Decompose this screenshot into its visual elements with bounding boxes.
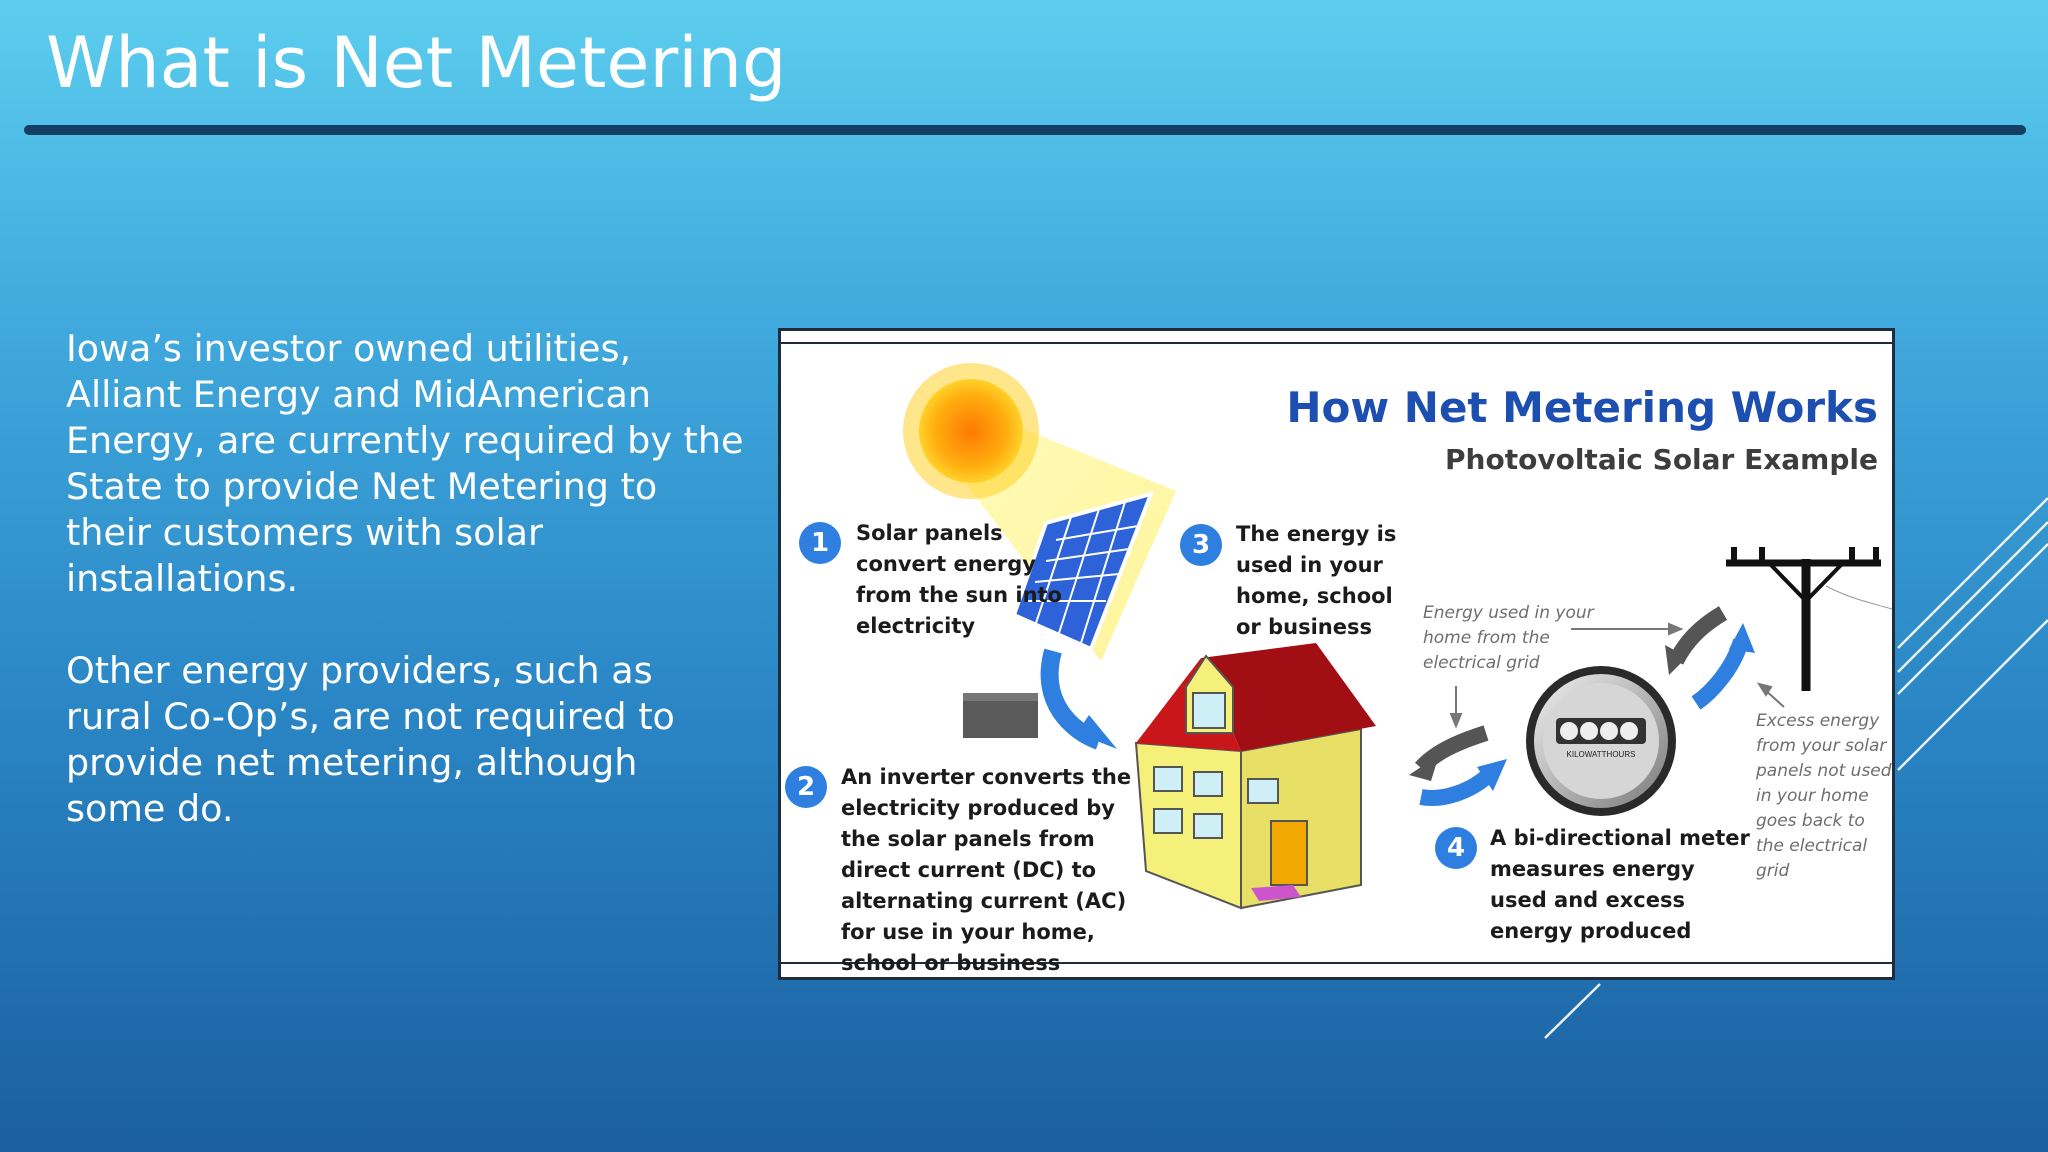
meter-icon (1526, 666, 1676, 816)
deco-line (1898, 498, 2048, 648)
deco-line (1898, 522, 2048, 672)
step-1-badge: 1 (799, 522, 841, 564)
inverter-icon (963, 693, 1038, 738)
step-3-badge: 3 (1180, 524, 1222, 566)
diagram-title: How Net Metering Works (1286, 383, 1878, 432)
step-2-text: An inverter converts the electricity produced by the solar panels from direct current (DC) to alternating current (AC) for use in your home, school or business (841, 765, 1132, 975)
step-3-text: The energy is used in your home, school or business (1236, 522, 1397, 639)
diagram-subtitle: Photovoltaic Solar Example (1445, 443, 1878, 476)
paragraph-coops: Other energy providers, such as rural Co-Op’s, are not required to provide net metering, although some do. (66, 649, 675, 830)
house-icon (1136, 643, 1376, 908)
note-grid-in: Energy used in your home from the electrical grid (1423, 603, 1594, 673)
step-1-text: Solar panels convert energy from the sun into electricity (856, 521, 1062, 638)
utility-pole-icon (1726, 547, 1892, 691)
deco-line (1898, 620, 2048, 770)
sun-icon (903, 363, 1039, 499)
deco-line (1898, 544, 2048, 694)
net-metering-diagram (778, 328, 1895, 980)
step-4-text: A bi-directional meter measures energy used and excess energy produced (1490, 826, 1750, 943)
step-4-badge: 4 (1435, 827, 1477, 869)
deco-line (1545, 984, 1600, 1038)
paragraph-utilities: Iowa’s investor owned utilities, Alliant Energy and MidAmerican Energy, are currently required by the State to provide Net Metering to their customers with solar installations. (66, 327, 744, 600)
note-grid-out: Excess energy from your solar panels not used in your home goes back to the electrical grid (1756, 711, 1892, 881)
slide-title: What is Net Metering (46, 22, 787, 104)
step-2-badge: 2 (785, 766, 827, 808)
meter-label: KILOWATTHOURS (1566, 750, 1636, 759)
